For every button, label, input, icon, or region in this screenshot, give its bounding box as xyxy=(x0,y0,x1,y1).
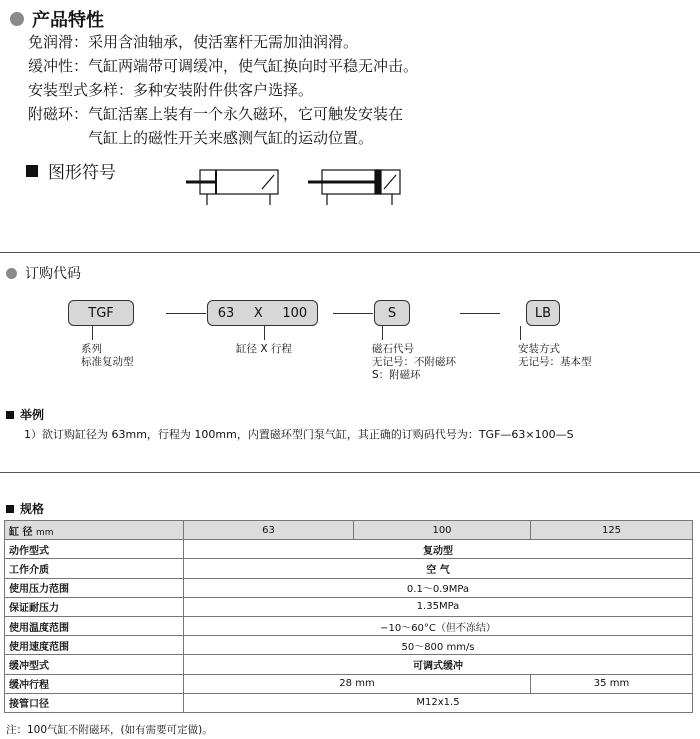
table-row xyxy=(5,540,693,559)
table-row xyxy=(5,559,693,578)
desc-line: 标准复动型 xyxy=(81,356,134,368)
symbol-title: 图形符号 xyxy=(48,163,116,183)
mount-desc xyxy=(518,343,592,369)
leader-line xyxy=(382,326,383,340)
code-box-series xyxy=(68,300,134,326)
code-value: X xyxy=(253,305,263,321)
desc-line: 无记号：不附磁环 xyxy=(372,356,456,368)
desc-line: S：附磁环 xyxy=(372,369,421,381)
square-bullet-icon xyxy=(6,505,14,513)
divider xyxy=(0,472,700,473)
magnet-desc xyxy=(372,343,456,382)
leader-line xyxy=(520,326,521,340)
row-value: 28 mm xyxy=(184,674,531,693)
row-value: −10～60°C（但不冻结） xyxy=(184,616,693,635)
desc-line: 磁石代号 xyxy=(372,343,414,355)
feature-text: 气缸两端带可调缓冲，使气缸换向时平稳无冲击。 xyxy=(88,57,419,75)
row-label: 缸 径 xyxy=(9,526,33,538)
cylinder-symbol-diagram xyxy=(180,165,410,213)
row-value: 复动型 xyxy=(184,540,693,559)
table-row xyxy=(5,616,693,635)
table-row xyxy=(5,674,693,693)
double-acting-cylinder-icon xyxy=(186,170,278,205)
table-row xyxy=(5,521,693,540)
example-heading xyxy=(6,406,44,423)
feature-line xyxy=(28,102,403,126)
code-value: 63 xyxy=(217,305,235,321)
row-label: 使用温度范围 xyxy=(5,616,184,635)
bullet-dot-icon xyxy=(6,268,17,279)
footnote: 注：100气缸不附磁环，(如有需要可定做)。 xyxy=(6,724,213,736)
magnetic-cylinder-icon xyxy=(308,170,400,205)
spec-heading xyxy=(6,500,44,517)
code-dash xyxy=(333,313,373,314)
example-text: 1）欲订购缸径为 63mm，行程为 100mm，内置磁环型门泵气缸，其正确的订购码代号为：TGF—63×100—S xyxy=(24,428,574,441)
series-desc xyxy=(81,343,134,369)
bore-desc: 缸径 X 行程 xyxy=(236,343,292,355)
row-label: 缓冲型式 xyxy=(5,655,184,674)
table-row xyxy=(5,655,693,674)
code-box-mount xyxy=(526,300,560,326)
feature-text: 气缸活塞上装有一个永久磁环，它可触发安装在 xyxy=(88,105,404,123)
code-value: LB xyxy=(534,305,552,321)
symbol-heading xyxy=(26,158,116,183)
desc-line: 系列 xyxy=(81,343,102,355)
square-bullet-icon xyxy=(6,411,14,419)
code-value: 100 xyxy=(282,305,308,321)
row-label: 接管口径 xyxy=(5,693,184,712)
feature-line xyxy=(28,30,358,54)
bore-cell: 125 xyxy=(531,521,693,540)
features-title: 产品特性 xyxy=(32,10,104,31)
square-bullet-icon xyxy=(26,165,38,177)
bore-cell: 100 xyxy=(354,521,531,540)
table-row xyxy=(5,578,693,597)
unit-label: mm xyxy=(35,527,54,538)
leader-line xyxy=(92,326,93,340)
code-box-bore-stroke xyxy=(207,300,318,326)
feature-text: 多种安装附件供客户选择。 xyxy=(133,81,314,99)
row-value: 可调式缓冲 xyxy=(184,655,693,674)
order-title: 订购代码 xyxy=(25,266,81,282)
row-value: 35 mm xyxy=(531,674,693,693)
row-label: 保证耐压力 xyxy=(5,597,184,616)
spec-title: 规格 xyxy=(20,502,45,516)
code-dash xyxy=(166,313,206,314)
feature-label: 附磁环： xyxy=(28,105,89,123)
feature-line xyxy=(28,54,418,78)
row-value: 0.1～0.9MPa xyxy=(184,578,693,597)
code-box-magnet xyxy=(374,300,410,326)
table-row xyxy=(5,636,693,655)
desc-line: 无记号：基本型 xyxy=(518,356,592,368)
feature-label: 缓冲性： xyxy=(28,57,89,75)
code-dash xyxy=(460,313,500,314)
bore-cell: 63 xyxy=(184,521,354,540)
order-heading xyxy=(6,263,81,283)
row-label: 动作型式 xyxy=(5,540,184,559)
bore-header xyxy=(5,521,184,540)
feature-line xyxy=(28,78,313,102)
code-value: S xyxy=(387,305,397,321)
row-value: M12x1.5 xyxy=(184,693,693,712)
feature-label: 安装型式多样： xyxy=(28,81,134,99)
features-heading xyxy=(10,6,104,32)
row-label: 使用压力范围 xyxy=(5,578,184,597)
feature-continuation: 气缸上的磁性开关来感测气缸的运动位置。 xyxy=(88,129,374,147)
code-value: TGF xyxy=(88,305,114,321)
row-label: 缓冲行程 xyxy=(5,674,184,693)
spec-table xyxy=(4,520,693,713)
leader-line xyxy=(264,326,265,340)
row-value: 空 气 xyxy=(184,559,693,578)
divider xyxy=(0,252,700,253)
row-value: 1.35MPa xyxy=(184,597,693,616)
row-label: 使用速度范围 xyxy=(5,636,184,655)
row-label: 工作介质 xyxy=(5,559,184,578)
table-row xyxy=(5,597,693,616)
bullet-dot-icon xyxy=(10,12,24,26)
row-value: 50～800 mm/s xyxy=(184,636,693,655)
feature-label: 免润滑： xyxy=(28,33,89,51)
feature-text: 采用含油轴承，使活塞杆无需加油润滑。 xyxy=(88,33,359,51)
example-title: 举例 xyxy=(20,408,45,422)
desc-line: 安装方式 xyxy=(518,343,560,355)
table-row xyxy=(5,693,693,712)
